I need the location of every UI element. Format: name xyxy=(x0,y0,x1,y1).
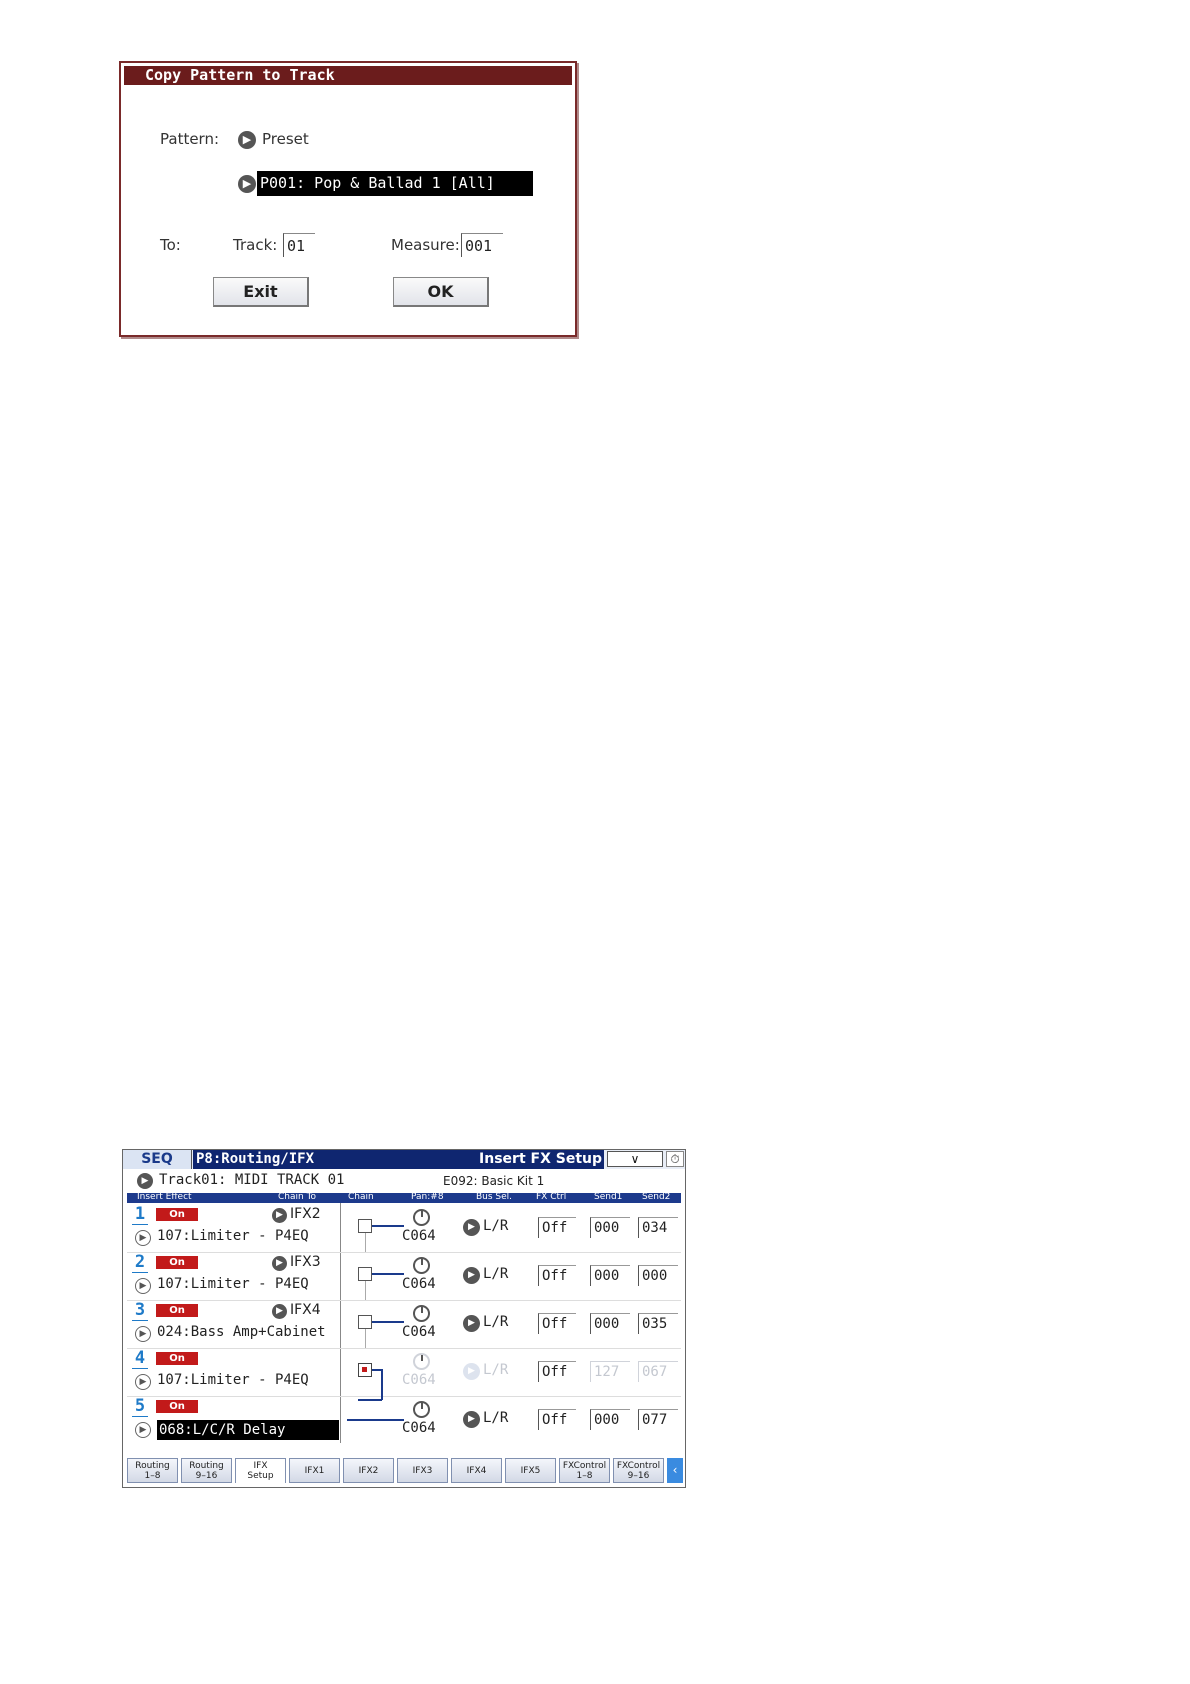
effect-select-popup-icon[interactable]: ▶ xyxy=(135,1230,151,1246)
chain-line xyxy=(381,1369,383,1400)
effect-select-popup-icon[interactable]: ▶ xyxy=(135,1422,151,1438)
insert-effect-name[interactable]: 107:Limiter - P4EQ xyxy=(157,1372,309,1388)
chain-checkbox[interactable] xyxy=(358,1219,372,1233)
send2-field[interactable]: 034 xyxy=(638,1217,678,1238)
col-send2: Send2 xyxy=(642,1192,671,1202)
screen-header xyxy=(123,1150,685,1169)
page-title: P8:Routing/IFX xyxy=(193,1150,604,1169)
bus-select-value[interactable]: L/R xyxy=(483,1314,509,1330)
ifx-row-3 xyxy=(127,1301,681,1349)
chain-line xyxy=(365,1329,366,1348)
ifx-number: 2 xyxy=(132,1253,148,1273)
insert-effect-name-selected[interactable]: 068:L/C/R Delay xyxy=(157,1420,339,1440)
pan-value: C064 xyxy=(402,1324,436,1340)
col-pan: Pan:#8 xyxy=(411,1192,444,1202)
measure-field[interactable]: 001 xyxy=(461,233,503,257)
ifx-row-4 xyxy=(127,1349,681,1397)
tab-title: Insert FX Setup xyxy=(479,1151,602,1167)
col-chain: Chain xyxy=(348,1192,374,1202)
pan-value: C064 xyxy=(402,1420,436,1436)
tab-fxcontrol-1-8[interactable]: FXControl 1–8 xyxy=(559,1458,610,1483)
tab-fxcontrol-9-16[interactable]: FXControl 9–16 xyxy=(613,1458,664,1483)
ifx-number: 5 xyxy=(132,1397,148,1417)
send2-field[interactable]: 077 xyxy=(638,1409,678,1430)
send1-field[interactable]: 000 xyxy=(590,1217,630,1238)
tab-ifx5[interactable]: IFX5 xyxy=(505,1458,556,1483)
send2-field[interactable]: 035 xyxy=(638,1313,678,1334)
page-menu-chevron-down-icon[interactable]: ∨ xyxy=(607,1151,663,1167)
ifx-on-button[interactable]: On xyxy=(156,1352,198,1365)
copy-pattern-dialog xyxy=(119,61,577,337)
track-name[interactable]: Track01: MIDI TRACK 01 xyxy=(159,1172,345,1188)
tab-ifx2[interactable]: IFX2 xyxy=(343,1458,394,1483)
insert-effect-name[interactable]: 107:Limiter - P4EQ xyxy=(157,1228,309,1244)
send2-field: 067 xyxy=(638,1361,678,1382)
tab-scroll-left-icon[interactable]: ‹ xyxy=(667,1458,683,1483)
pan-knob-icon[interactable] xyxy=(413,1257,430,1274)
col-chain-to: Chain To xyxy=(278,1192,317,1202)
chain-line xyxy=(372,1225,404,1227)
bus-select-value: L/R xyxy=(483,1362,509,1378)
pan-knob-icon[interactable] xyxy=(413,1401,430,1418)
fx-ctrl-field[interactable]: Off xyxy=(538,1409,576,1430)
pan-value: C064 xyxy=(402,1228,436,1244)
insert-effect-name[interactable]: 024:Bass Amp+Cabinet xyxy=(157,1324,326,1340)
ifx-number: 1 xyxy=(132,1205,148,1225)
pan-knob-icon[interactable] xyxy=(413,1209,430,1226)
track-label: Track: xyxy=(233,236,278,254)
mode-label[interactable]: SEQ xyxy=(123,1150,192,1169)
chain-to-value[interactable]: IFX4 xyxy=(290,1302,321,1318)
measure-label: Measure: xyxy=(391,236,460,254)
pattern-select-popup-icon[interactable]: ▶ xyxy=(238,175,256,193)
chain-line xyxy=(365,1281,366,1300)
send1-field[interactable]: 000 xyxy=(590,1265,630,1286)
chain-checkbox-checked[interactable] xyxy=(358,1363,372,1377)
ifx-row-5 xyxy=(127,1397,681,1444)
ifx-on-button[interactable]: On xyxy=(156,1304,198,1317)
ifx-number: 4 xyxy=(132,1349,148,1369)
chain-to-value[interactable]: IFX2 xyxy=(290,1206,321,1222)
ifx-number: 3 xyxy=(132,1301,148,1321)
chain-line xyxy=(372,1273,404,1275)
bus-select-popup-icon[interactable]: ▶ xyxy=(463,1315,480,1332)
exit-button[interactable]: Exit xyxy=(213,277,309,307)
col-bus-sel: Bus Sel. xyxy=(476,1192,513,1202)
bus-select-value[interactable]: L/R xyxy=(483,1266,509,1282)
tab-routing-9-16[interactable]: Routing 9–16 xyxy=(181,1458,232,1483)
effect-select-popup-icon[interactable]: ▶ xyxy=(135,1374,151,1390)
pattern-label: Pattern: xyxy=(160,130,220,148)
chain-to-popup-icon[interactable]: ▶ xyxy=(272,1208,287,1223)
chain-to-value[interactable]: IFX3 xyxy=(290,1254,321,1270)
clock-icon[interactable]: ⏱ xyxy=(666,1151,684,1167)
ifx-on-button[interactable]: On xyxy=(156,1400,198,1413)
send1-field[interactable]: 000 xyxy=(590,1409,630,1430)
chain-to-popup-icon[interactable]: ▶ xyxy=(272,1256,287,1271)
send1-field: 127 xyxy=(590,1361,630,1382)
col-send1: Send1 xyxy=(594,1192,623,1202)
col-fx-ctrl: FX Ctrl xyxy=(536,1192,567,1202)
to-label: To: xyxy=(160,236,181,254)
pattern-type-value[interactable]: Preset xyxy=(262,130,309,148)
fx-ctrl-field[interactable]: Off xyxy=(538,1217,576,1238)
chain-checkbox[interactable] xyxy=(358,1315,372,1329)
ifx-row-1 xyxy=(127,1205,681,1253)
effect-select-popup-icon[interactable]: ▶ xyxy=(135,1326,151,1342)
fx-ctrl-field[interactable]: Off xyxy=(538,1313,576,1334)
chain-line xyxy=(365,1233,366,1252)
pattern-name-field[interactable]: P001: Pop & Ballad 1 [All] xyxy=(257,171,533,196)
track-field[interactable]: 01 xyxy=(283,233,315,257)
ok-button[interactable]: OK xyxy=(393,277,489,307)
ifx-row-2 xyxy=(127,1253,681,1301)
chain-checkbox[interactable] xyxy=(358,1267,372,1281)
bus-select-popup-icon[interactable]: ▶ xyxy=(463,1411,480,1428)
pan-value: C064 xyxy=(402,1372,436,1388)
fx-ctrl-field[interactable]: Off xyxy=(538,1361,576,1382)
bus-select-popup-icon[interactable]: ▶ xyxy=(463,1219,480,1236)
page-tabs xyxy=(127,1458,683,1485)
chain-to-popup-icon[interactable]: ▶ xyxy=(272,1304,287,1319)
fx-ctrl-field[interactable]: Off xyxy=(538,1265,576,1286)
chain-line xyxy=(372,1321,404,1323)
pattern-type-popup-icon[interactable]: ▶ xyxy=(238,131,256,149)
tab-routing-1-8[interactable]: Routing 1–8 xyxy=(127,1458,178,1483)
pan-knob-icon xyxy=(413,1353,430,1370)
pan-knob-icon[interactable] xyxy=(413,1305,430,1322)
tab-ifx4[interactable]: IFX4 xyxy=(451,1458,502,1483)
bus-select-value[interactable]: L/R xyxy=(483,1218,509,1234)
seq-screen xyxy=(122,1149,686,1488)
bus-select-popup-icon: ▶ xyxy=(463,1363,480,1380)
tab-ifx-setup[interactable]: IFX Setup xyxy=(235,1458,286,1483)
bus-select-value[interactable]: L/R xyxy=(483,1410,509,1426)
bus-select-popup-icon[interactable]: ▶ xyxy=(463,1267,480,1284)
col-insert-effect: Insert Effect xyxy=(137,1192,192,1202)
send1-field[interactable]: 000 xyxy=(590,1313,630,1334)
send2-field[interactable]: 000 xyxy=(638,1265,678,1286)
column-header xyxy=(127,1193,681,1203)
effect-select-popup-icon[interactable]: ▶ xyxy=(135,1278,151,1294)
dialog-title: Copy Pattern to Track xyxy=(124,66,572,85)
tab-ifx3[interactable]: IFX3 xyxy=(397,1458,448,1483)
tab-ifx1[interactable]: IFX1 xyxy=(289,1458,340,1483)
ifx-on-button[interactable]: On xyxy=(156,1256,198,1269)
ifx-on-button[interactable]: On xyxy=(156,1208,198,1221)
pan-value: C064 xyxy=(402,1276,436,1292)
track-select-row xyxy=(123,1169,685,1192)
chain-line xyxy=(347,1419,404,1421)
track-select-popup-icon[interactable]: ▶ xyxy=(137,1173,153,1189)
drum-kit-name: E092: Basic Kit 1 xyxy=(443,1174,545,1188)
insert-effect-name[interactable]: 107:Limiter - P4EQ xyxy=(157,1276,309,1292)
